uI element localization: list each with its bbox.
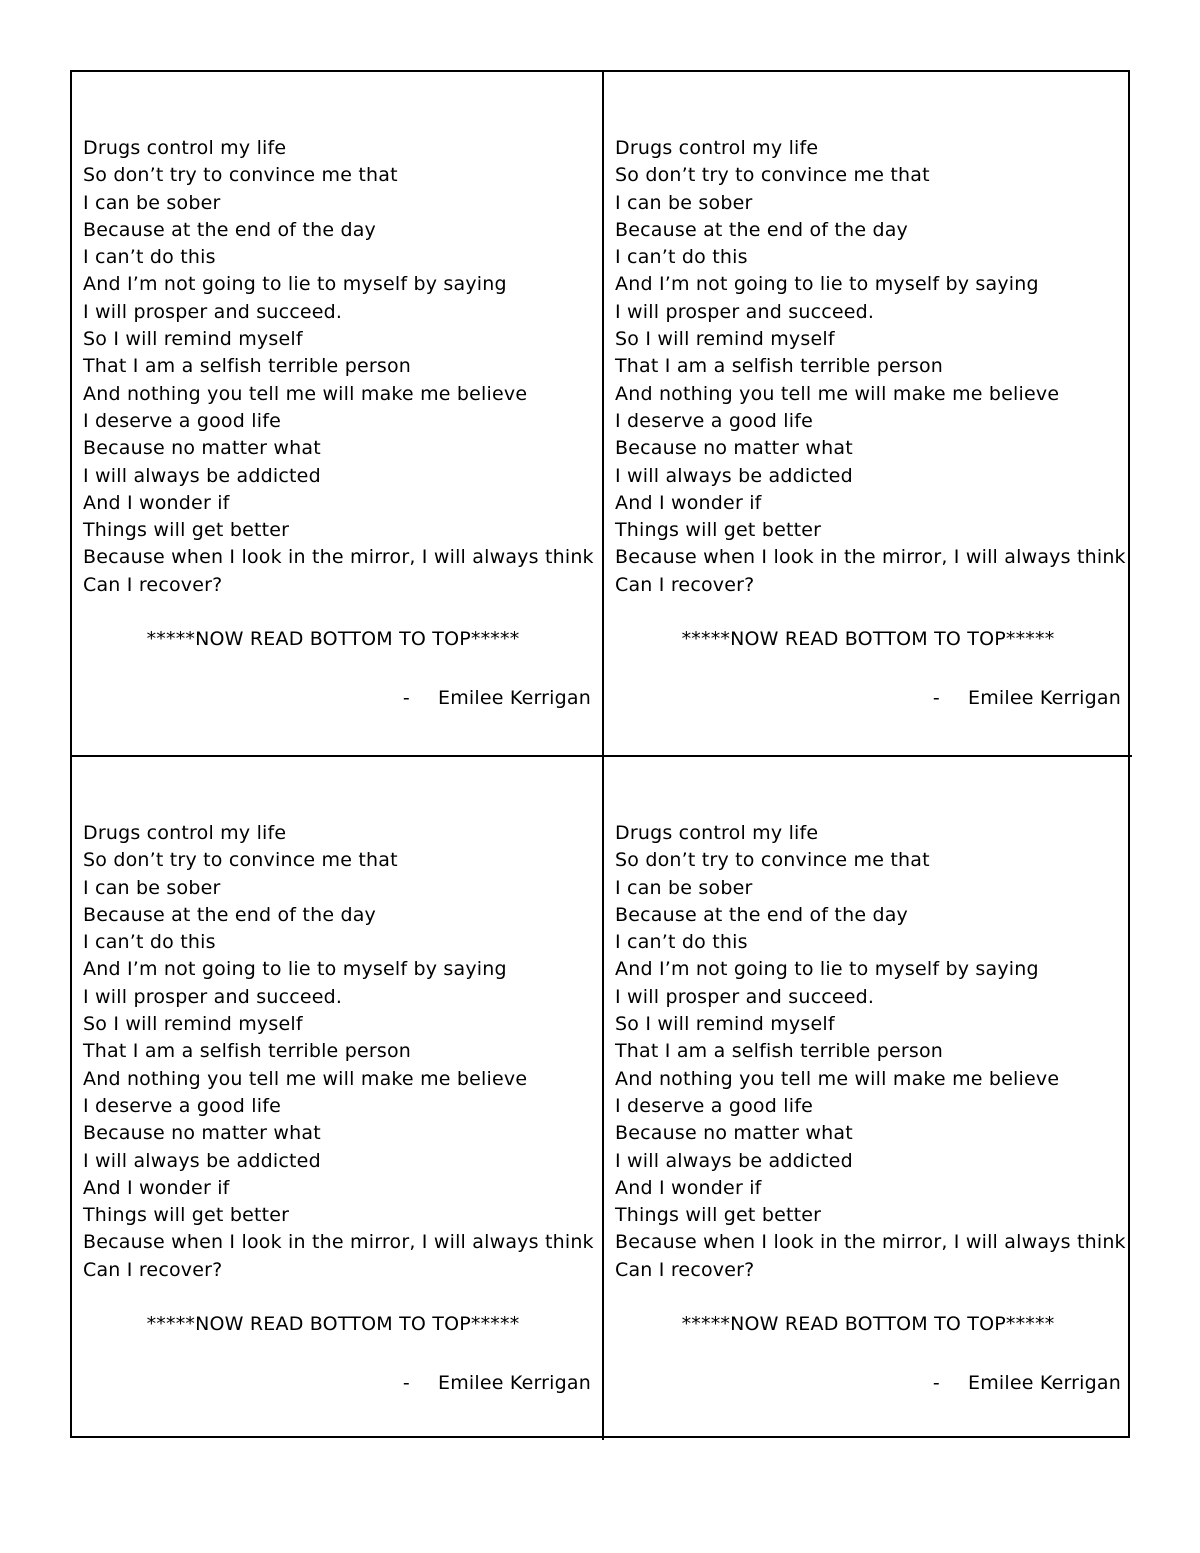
poem-line: Because at the end of the day bbox=[83, 903, 376, 926]
poem-line: Because at the end of the day bbox=[83, 218, 376, 241]
poem-line: Things will get better bbox=[615, 519, 822, 542]
poem-line: And I’m not going to lie to myself by saying bbox=[615, 958, 1039, 981]
poem-line: I will always be addicted bbox=[615, 464, 853, 487]
poem-line: Drugs control my life bbox=[615, 822, 819, 844]
poem-line: I can be sober bbox=[615, 876, 753, 899]
poem-line: That I am a selfish terrible person bbox=[615, 1040, 944, 1063]
poem-text bbox=[83, 820, 593, 1284]
poem-line: I will always be addicted bbox=[83, 464, 321, 487]
poem-line: Drugs control my life bbox=[83, 822, 287, 844]
poem-line: That I am a selfish terrible person bbox=[615, 355, 944, 378]
attribution-dash: - bbox=[402, 1372, 410, 1394]
poem-card bbox=[602, 755, 1132, 1440]
poem-line: So don’t try to convince me that bbox=[615, 164, 930, 187]
poem-line: I can’t do this bbox=[83, 246, 216, 269]
poem-line: Because when I look in the mirror, I will always think bbox=[83, 1231, 594, 1254]
poem-line: So I will remind myself bbox=[615, 1013, 835, 1036]
poem-line: Because at the end of the day bbox=[615, 903, 908, 926]
poem-line: So don’t try to convince me that bbox=[83, 164, 398, 187]
author-attribution bbox=[403, 1372, 591, 1394]
poem-line: Because no matter what bbox=[615, 1122, 853, 1145]
author-name: Emilee Kerrigan bbox=[967, 1372, 1121, 1394]
poem-line: That I am a selfish terrible person bbox=[83, 1040, 412, 1063]
poem-line: Because when I look in the mirror, I will always think bbox=[615, 1231, 1126, 1254]
author-attribution bbox=[933, 1372, 1121, 1394]
poem-line: And I wonder if bbox=[615, 491, 762, 514]
poem-line: I will prosper and succeed. bbox=[615, 300, 875, 323]
poem-line: And I wonder if bbox=[83, 491, 230, 514]
poem-line: And I wonder if bbox=[615, 1176, 762, 1199]
poem-line: Can I recover? bbox=[615, 1258, 755, 1281]
poem-line: And nothing you tell me will make me believe bbox=[83, 382, 528, 405]
poem-line: So don’t try to convince me that bbox=[615, 849, 930, 872]
poem-line: I will prosper and succeed. bbox=[615, 985, 875, 1008]
poem-line: I can be sober bbox=[615, 191, 753, 214]
poem-text bbox=[615, 820, 1125, 1284]
author-attribution bbox=[933, 687, 1121, 709]
poem-line: And nothing you tell me will make me believe bbox=[615, 1067, 1060, 1090]
poem-line: Because no matter what bbox=[615, 437, 853, 460]
author-attribution bbox=[403, 687, 591, 709]
author-name: Emilee Kerrigan bbox=[967, 687, 1121, 709]
author-name: Emilee Kerrigan bbox=[437, 1372, 591, 1394]
poem-line: I will always be addicted bbox=[83, 1149, 321, 1172]
poem-line: Things will get better bbox=[83, 519, 290, 542]
poem-line: Things will get better bbox=[615, 1204, 822, 1227]
poem-line: And nothing you tell me will make me believe bbox=[83, 1067, 528, 1090]
attribution-dash: - bbox=[932, 1372, 940, 1394]
poem-line: I can’t do this bbox=[615, 931, 748, 954]
poem-text bbox=[615, 135, 1125, 599]
poem-line: Because no matter what bbox=[83, 1122, 321, 1145]
poem-line: I will prosper and succeed. bbox=[83, 300, 343, 323]
poem-line: I will always be addicted bbox=[615, 1149, 853, 1172]
poem-card bbox=[72, 755, 602, 1440]
poem-text bbox=[83, 135, 593, 599]
poem-line: I will prosper and succeed. bbox=[83, 985, 343, 1008]
poem-line: Can I recover? bbox=[83, 1258, 223, 1281]
poem-line: I can be sober bbox=[83, 191, 221, 214]
poem-line: And I’m not going to lie to myself by saying bbox=[615, 273, 1039, 296]
poem-line: Because at the end of the day bbox=[615, 218, 908, 241]
poem-line: Drugs control my life bbox=[615, 137, 819, 159]
poem-card bbox=[72, 72, 602, 755]
poem-line: I can’t do this bbox=[615, 246, 748, 269]
read-instruction: *****NOW READ BOTTOM TO TOP***** bbox=[681, 1313, 1055, 1335]
poem-line: Because no matter what bbox=[83, 437, 321, 460]
poem-card-table bbox=[70, 70, 1130, 1438]
attribution-dash: - bbox=[932, 687, 940, 709]
poem-line: Because when I look in the mirror, I will always think bbox=[615, 546, 1126, 569]
poem-line: Can I recover? bbox=[83, 573, 223, 596]
author-name: Emilee Kerrigan bbox=[437, 687, 591, 709]
poem-line: And nothing you tell me will make me believe bbox=[615, 382, 1060, 405]
attribution-dash: - bbox=[402, 687, 410, 709]
poem-line: I deserve a good life bbox=[615, 1094, 813, 1117]
poem-line: I deserve a good life bbox=[83, 1094, 281, 1117]
poem-line: And I’m not going to lie to myself by saying bbox=[83, 958, 507, 981]
poem-line: So I will remind myself bbox=[83, 328, 303, 351]
poem-line: Things will get better bbox=[83, 1204, 290, 1227]
poem-line: I deserve a good life bbox=[615, 409, 813, 432]
poem-line: So I will remind myself bbox=[615, 328, 835, 351]
poem-line: Can I recover? bbox=[615, 573, 755, 596]
read-instruction: *****NOW READ BOTTOM TO TOP***** bbox=[146, 628, 520, 650]
poem-line: Drugs control my life bbox=[83, 137, 287, 159]
poem-line: That I am a selfish terrible person bbox=[83, 355, 412, 378]
poem-line: Because when I look in the mirror, I will always think bbox=[83, 546, 594, 569]
poem-card bbox=[602, 72, 1132, 755]
poem-line: I deserve a good life bbox=[83, 409, 281, 432]
poem-line: So don’t try to convince me that bbox=[83, 849, 398, 872]
read-instruction: *****NOW READ BOTTOM TO TOP***** bbox=[146, 1313, 520, 1335]
poem-line: I can’t do this bbox=[83, 931, 216, 954]
poem-line: So I will remind myself bbox=[83, 1013, 303, 1036]
poem-line: And I wonder if bbox=[83, 1176, 230, 1199]
poem-line: And I’m not going to lie to myself by saying bbox=[83, 273, 507, 296]
poem-line: I can be sober bbox=[83, 876, 221, 899]
read-instruction: *****NOW READ BOTTOM TO TOP***** bbox=[681, 628, 1055, 650]
